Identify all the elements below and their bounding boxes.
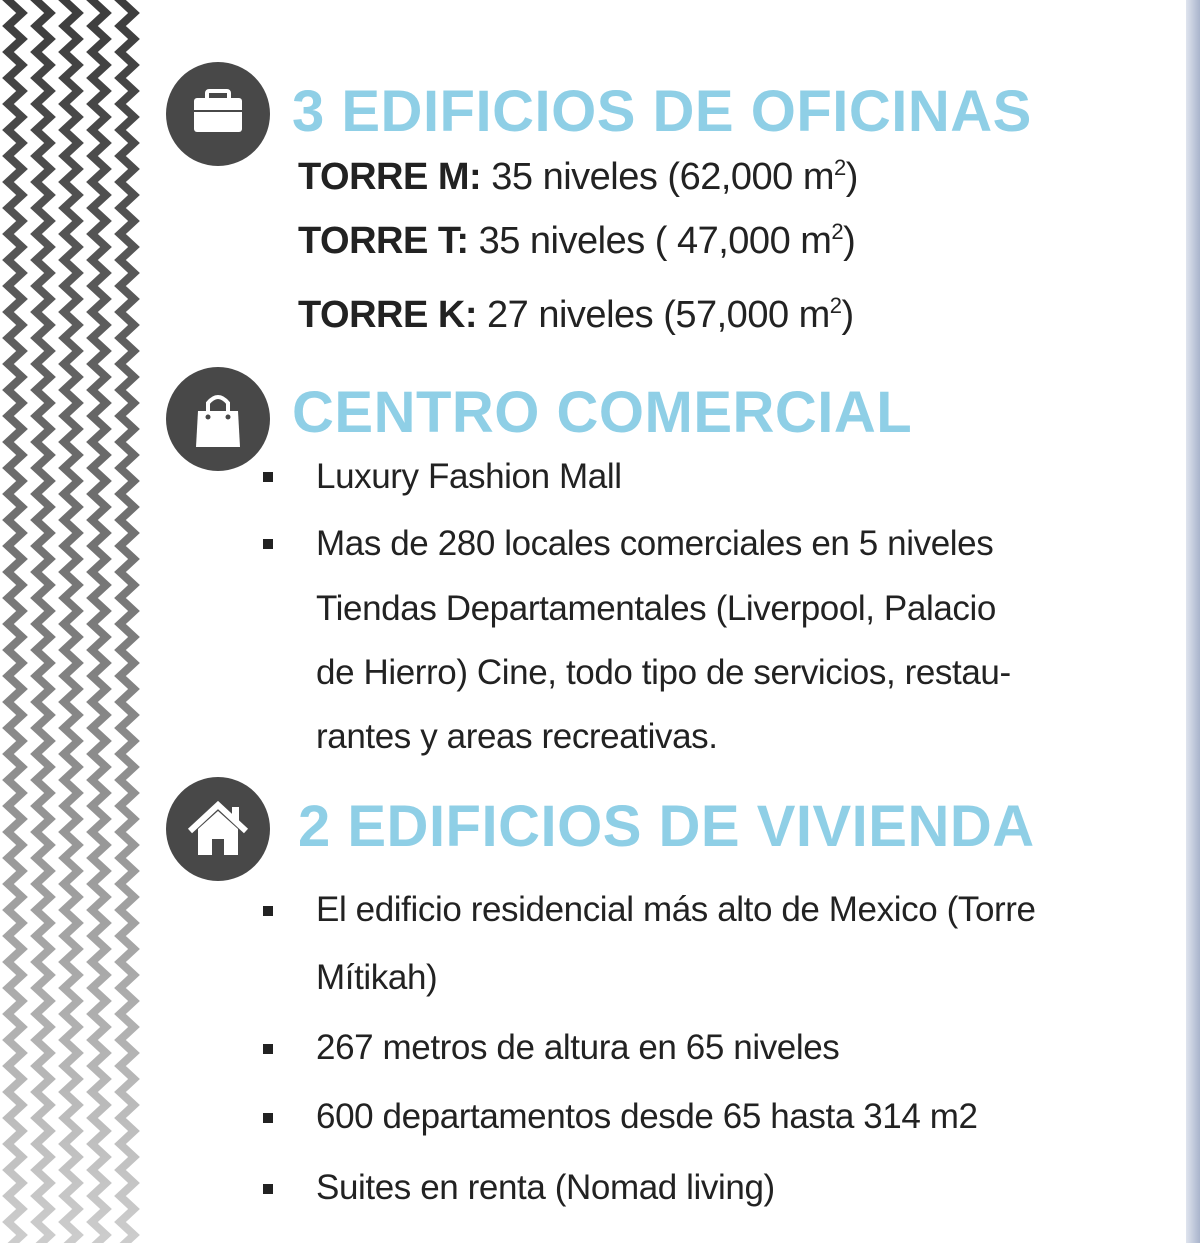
right-edge-strip bbox=[1186, 0, 1200, 1243]
list-item-text: Tiendas Departamentales (Liverpool, Palacio bbox=[316, 589, 996, 628]
superscript: 2 bbox=[831, 219, 844, 244]
bullet-marker bbox=[263, 539, 273, 549]
shopping-bag-icon bbox=[166, 367, 270, 471]
section-title-offices: 3 EDIFICIOS DE OFICINAS bbox=[292, 79, 1032, 144]
tower-detail: 27 niveles (57,000 m bbox=[487, 294, 830, 336]
list-item-text: El edificio residencial más alto de Mexico (Torre bbox=[316, 890, 1036, 929]
house-icon bbox=[166, 777, 270, 881]
list-item-text: Luxury Fashion Mall bbox=[316, 457, 622, 496]
briefcase-icon bbox=[166, 62, 270, 166]
tower-label: TORRE M: bbox=[298, 156, 482, 198]
tower-close: ) bbox=[841, 294, 854, 336]
list-item-text: Suites en renta (Nomad living) bbox=[316, 1168, 775, 1207]
list-item-text: Mítikah) bbox=[316, 958, 438, 997]
list-item-text: rantes y areas recreativas. bbox=[316, 717, 718, 756]
superscript: 2 bbox=[834, 155, 846, 180]
bullet-marker bbox=[263, 906, 273, 916]
bullet-marker bbox=[263, 1044, 273, 1054]
tower-label: TORRE T: bbox=[298, 220, 469, 262]
superscript: 2 bbox=[829, 293, 842, 318]
tower-close: ) bbox=[843, 220, 856, 262]
tower-label: TORRE K: bbox=[298, 294, 477, 336]
bullet-marker bbox=[263, 472, 273, 482]
tower-detail: 35 niveles (62,000 m bbox=[491, 156, 835, 198]
list-item-text: de Hierro) Cine, todo tipo de servicios, restau- bbox=[316, 653, 1011, 692]
tower-line bbox=[298, 155, 858, 198]
bullet-marker bbox=[263, 1113, 273, 1123]
bullet-marker bbox=[263, 1184, 273, 1194]
tower-close: ) bbox=[845, 156, 858, 198]
tower-detail: 35 niveles ( 47,000 m bbox=[478, 220, 832, 262]
list-item-text: 267 metros de altura en 65 niveles bbox=[316, 1028, 840, 1067]
tower-line bbox=[298, 219, 856, 262]
list-item-text: Mas de 280 locales comerciales en 5 niveles bbox=[316, 524, 994, 563]
section-title-commercial: CENTRO COMERCIAL bbox=[292, 380, 913, 445]
zigzag-pattern bbox=[0, 0, 150, 1243]
section-title-housing: 2 EDIFICIOS DE VIVIENDA bbox=[298, 794, 1035, 859]
tower-line bbox=[298, 293, 854, 336]
list-item-text: 600 departamentos desde 65 hasta 314 m2 bbox=[316, 1097, 978, 1136]
